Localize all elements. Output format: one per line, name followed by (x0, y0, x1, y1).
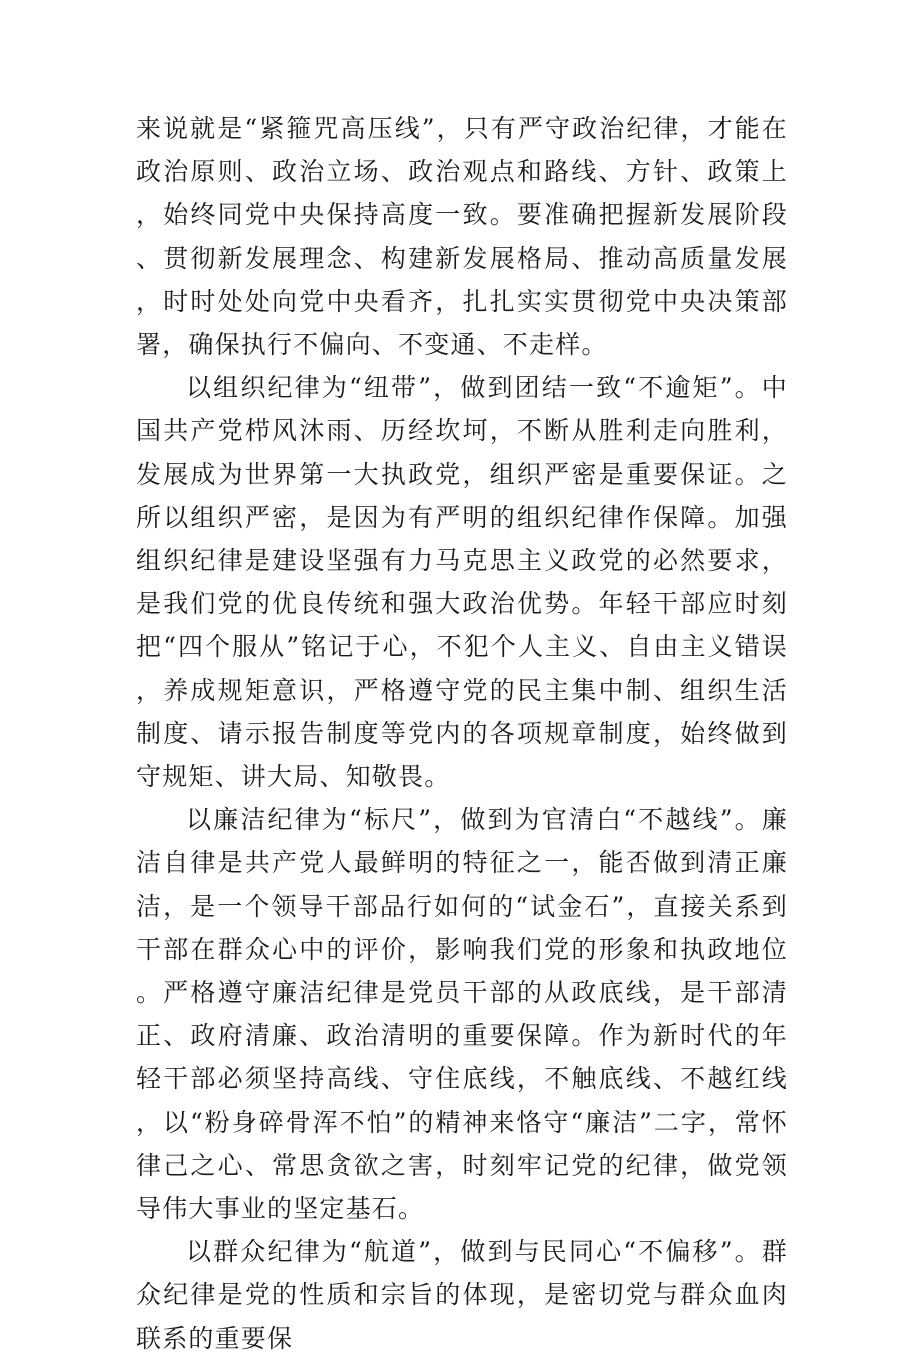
document-body (136, 107, 788, 1360)
paragraph-political-discipline-continuation: 来说就是“紧箍咒高压线”，只有严守政治纪律，才能在政治原则、政治立场、政治观点和路线、方针、政策上，始终同党中央保持高度一致。要准确把握新发展阶段、贯彻新发展理念、构建新发展格局、推动高质量发展，时时处处向党中央看齐，扎扎实实贯彻党中央决策部署，确保执行不偏向、不变通、不走样。 (136, 114, 788, 360)
paragraph-integrity-discipline: 以廉洁纪律为“标尺”，做到为官清白“不越线”。廉洁自律是共产党人最鲜明的特征之一，能否做到清正廉洁，是一个领导干部品行如何的“试金石”，直接关系到干部在群众心中的评价，影响我们党的形象和执政地位。严格遵守廉洁纪律是党员干部的从政底线，是干部清正、政府清廉、政治清明的重要保障。作为新时代的年轻干部必须坚持高线、守住底线，不触底线、不越红线，以“粉身碎骨浑不怕”的精神来恪守“廉洁”二字，常怀律己之心、常思贪欲之害，时刻牢记党的纪律，做党领导伟大事业的坚定基石。 (136, 805, 788, 1224)
paragraph-organizational-discipline: 以组织纪律为“纽带”，做到团结一致“不逾矩”。中国共产党栉风沐雨、历经坎坷，不断从胜利走向胜利，发展成为世界第一大执政党，组织严密是重要保证。之所以组织严密，是因为有严明的组织纪律作保障。加强组织纪律是建设坚强有力马克思主义政党的必然要求，是我们党的优良传统和强大政治优势。年轻干部应时刻把“四个服从”铭记于心，不犯个人主义、自由主义错误，养成规矩意识，严格遵守党的民主集中制、组织生活制度、请示报告制度等党内的各项规章制度，始终做到守规矩、讲大局、知敬畏。 (136, 373, 788, 792)
paragraph-mass-discipline: 以群众纪律为“航道”，做到与民同心“不偏移”。群众纪律是党的性质和宗旨的体现，是密切党与群众血肉联系的重要保 (136, 1237, 788, 1353)
